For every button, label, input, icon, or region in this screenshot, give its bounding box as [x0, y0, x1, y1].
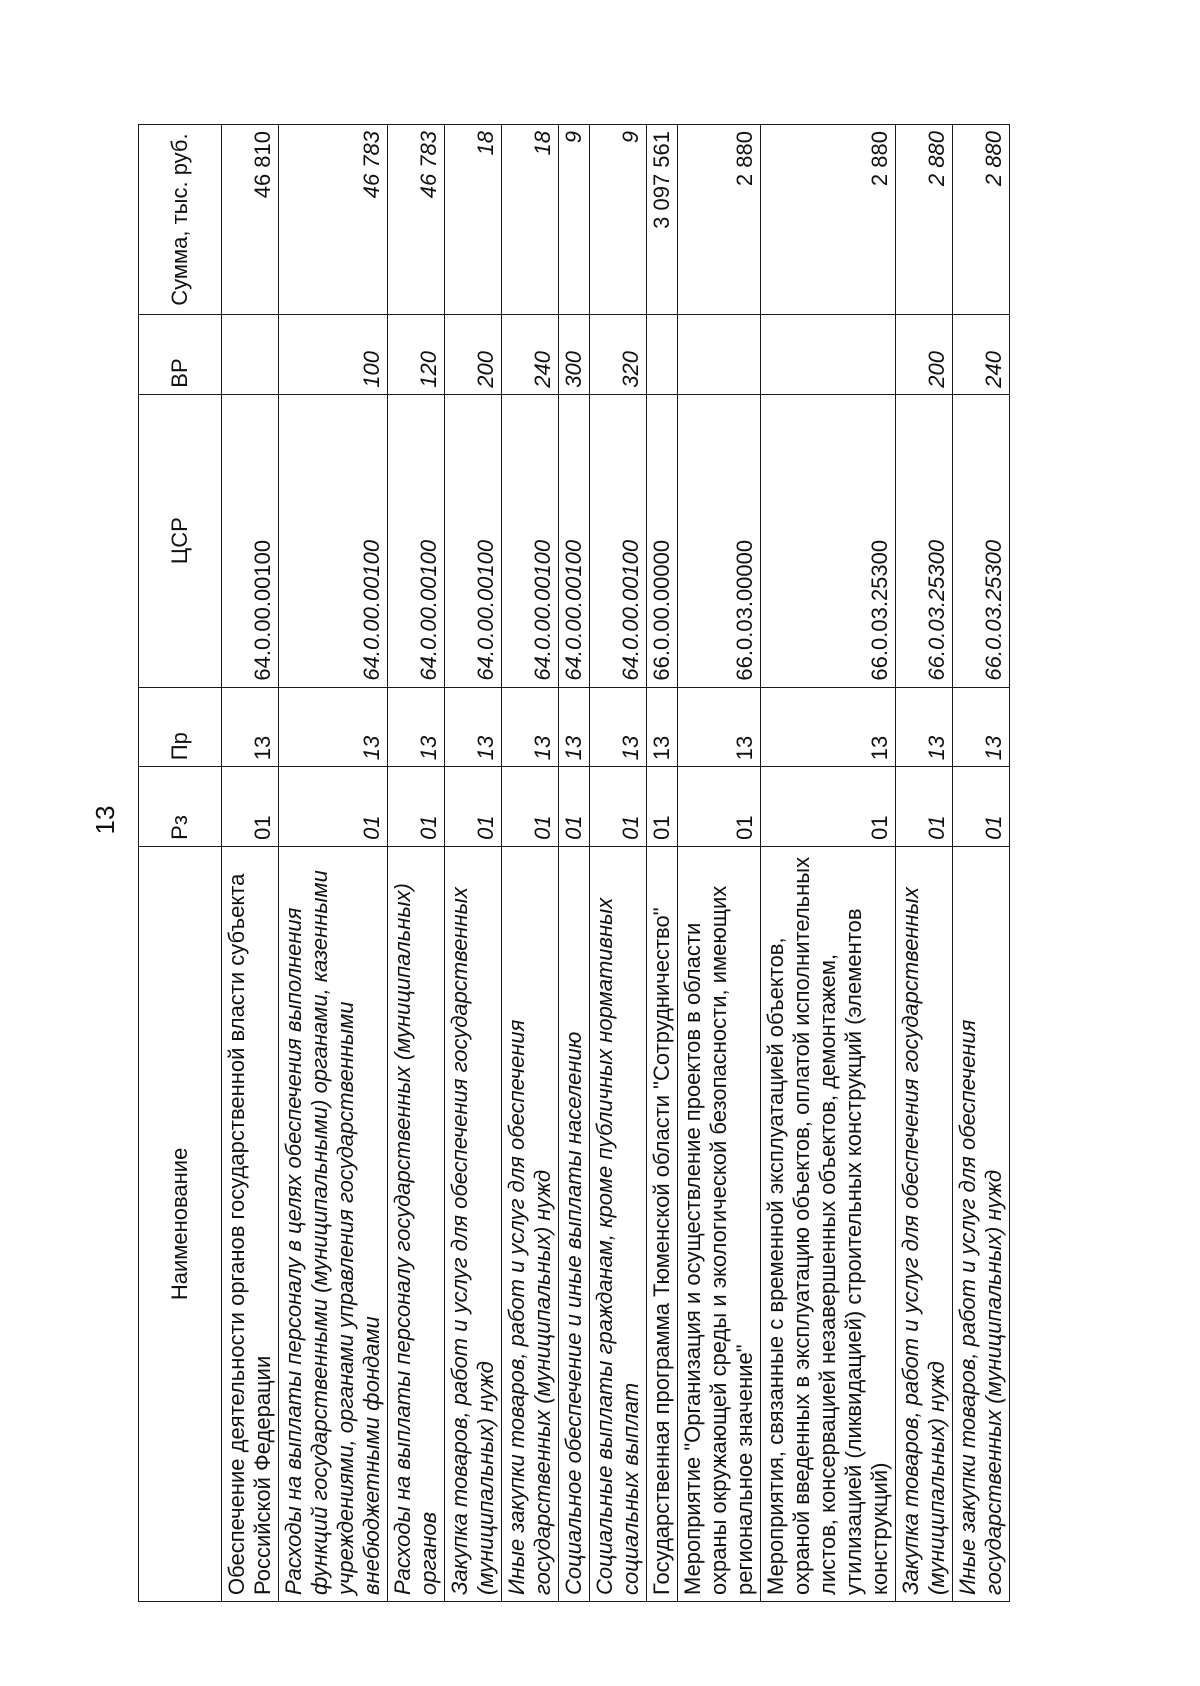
- cell-csr: 66.0.03.25300: [953, 394, 1010, 687]
- cell-csr: 66.0.03.00000: [678, 394, 761, 687]
- header-rz: Рз: [139, 767, 222, 847]
- table-header-row: [139, 125, 222, 1602]
- cell-sum: 2 880: [678, 125, 761, 315]
- cell-rz: 01: [222, 767, 279, 847]
- cell-pr: 13: [647, 687, 678, 767]
- cell-csr: 64.0.00.00100: [445, 394, 502, 687]
- cell-name: Расходы на выплаты персоналу государственных (муниципальных) органов: [388, 846, 445, 1601]
- cell-pr: 13: [559, 687, 590, 767]
- table-row: [590, 125, 647, 1602]
- cell-pr: 13: [388, 687, 445, 767]
- cell-vr: 320: [590, 315, 647, 395]
- cell-sum: 18: [502, 125, 559, 315]
- table-row: [279, 125, 388, 1602]
- cell-sum: 3 097 561: [647, 125, 678, 315]
- cell-pr: 13: [222, 687, 279, 767]
- cell-rz: 01: [953, 767, 1010, 847]
- cell-name: Мероприятия, связанные с временной эксплуатацией объектов, охраной введенных в эксплуатацию объектов, оплатой исполнительных листов, консервацией незавершенных объектов, демонтажем, утилизацией (ликвидацией) строительных конструкций (элементов конструкций): [761, 846, 896, 1601]
- cell-vr: [678, 315, 761, 395]
- cell-name: Иные закупки товаров, работ и услуг для обеспечения государственных (муниципальных) нужд: [953, 846, 1010, 1601]
- cell-rz: 01: [647, 767, 678, 847]
- rotated-table-wrapper: [138, 124, 1010, 1602]
- table-row: [953, 125, 1010, 1602]
- cell-name: Социальное обеспечение и иные выплаты населению: [559, 846, 590, 1601]
- cell-rz: 01: [896, 767, 953, 847]
- cell-vr: 240: [502, 315, 559, 395]
- header-vr: ВР: [139, 315, 222, 395]
- cell-sum: 18: [445, 125, 502, 315]
- cell-rz: 01: [388, 767, 445, 847]
- header-name: Наименование: [139, 846, 222, 1601]
- cell-csr: 64.0.00.00100: [502, 394, 559, 687]
- cell-pr: 13: [953, 687, 1010, 767]
- table-row: [678, 125, 761, 1602]
- cell-name: Мероприятие "Организация и осуществление проектов в области охраны окружающей среды и экологической безопасности, имеющих региональное значение": [678, 846, 761, 1601]
- cell-pr: 13: [896, 687, 953, 767]
- table-row: [559, 125, 590, 1602]
- cell-csr: 64.0.00.00100: [388, 394, 445, 687]
- cell-rz: 01: [559, 767, 590, 847]
- cell-sum: 2 880: [761, 125, 896, 315]
- cell-csr: 64.0.00.00100: [590, 394, 647, 687]
- table-row: [647, 125, 678, 1602]
- cell-csr: 66.0.03.25300: [761, 394, 896, 687]
- cell-name: Иные закупки товаров, работ и услуг для обеспечения государственных (муниципальных) нужд: [502, 846, 559, 1601]
- cell-csr: 64.0.00.00100: [279, 394, 388, 687]
- cell-sum: 9: [559, 125, 590, 315]
- table-row: [761, 125, 896, 1602]
- header-csr: ЦСР: [139, 394, 222, 687]
- table-row: [502, 125, 559, 1602]
- cell-pr: 13: [761, 687, 896, 767]
- cell-rz: 01: [279, 767, 388, 847]
- cell-pr: 13: [678, 687, 761, 767]
- cell-name: Государственная программа Тюменской области "Сотрудничество": [647, 846, 678, 1601]
- cell-csr: 66.0.03.25300: [896, 394, 953, 687]
- cell-rz: 01: [590, 767, 647, 847]
- cell-vr: 240: [953, 315, 1010, 395]
- cell-vr: 300: [559, 315, 590, 395]
- table-row: [388, 125, 445, 1602]
- cell-vr: 200: [445, 315, 502, 395]
- cell-name: Обеспечение деятельности органов государственной власти субъекта Российской Федерации: [222, 846, 279, 1601]
- cell-pr: 13: [445, 687, 502, 767]
- cell-sum: 46 783: [388, 125, 445, 315]
- cell-sum: 9: [590, 125, 647, 315]
- cell-csr: 66.0.00.00000: [647, 394, 678, 687]
- cell-rz: 01: [502, 767, 559, 847]
- cell-pr: 13: [502, 687, 559, 767]
- cell-sum: 2 880: [896, 125, 953, 315]
- cell-vr: 120: [388, 315, 445, 395]
- cell-rz: 01: [445, 767, 502, 847]
- cell-vr: 200: [896, 315, 953, 395]
- budget-table: [138, 124, 1010, 1602]
- cell-vr: 100: [279, 315, 388, 395]
- cell-rz: 01: [678, 767, 761, 847]
- cell-vr: [761, 315, 896, 395]
- table-row: [445, 125, 502, 1602]
- cell-name: Расходы на выплаты персоналу в целях обеспечения выполнения функций государственными (муниципальными) органами, казенными учреждениями, органами управления государственными внебюджетными фондами: [279, 846, 388, 1601]
- cell-csr: 64.0.00.00100: [559, 394, 590, 687]
- cell-pr: 13: [590, 687, 647, 767]
- cell-name: Социальные выплаты гражданам, кроме публичных нормативных социальных выплат: [590, 846, 647, 1601]
- header-pr: Пр: [139, 687, 222, 767]
- table-row: [896, 125, 953, 1602]
- cell-sum: 46 783: [279, 125, 388, 315]
- cell-vr: [647, 315, 678, 395]
- page-number: 13: [90, 805, 120, 835]
- cell-pr: 13: [279, 687, 388, 767]
- cell-vr: [222, 315, 279, 395]
- table-row: [222, 125, 279, 1602]
- cell-name: Закупка товаров, работ и услуг для обеспечения государственных (муниципальных) нужд: [445, 846, 502, 1601]
- cell-rz: 01: [761, 767, 896, 847]
- cell-sum: 2 880: [953, 125, 1010, 315]
- cell-sum: 46 810: [222, 125, 279, 315]
- cell-csr: 64.0.00.00100: [222, 394, 279, 687]
- header-sum: Сумма, тыс. руб.: [139, 125, 222, 315]
- cell-name: Закупка товаров, работ и услуг для обеспечения государственных (муниципальных) нужд: [896, 846, 953, 1601]
